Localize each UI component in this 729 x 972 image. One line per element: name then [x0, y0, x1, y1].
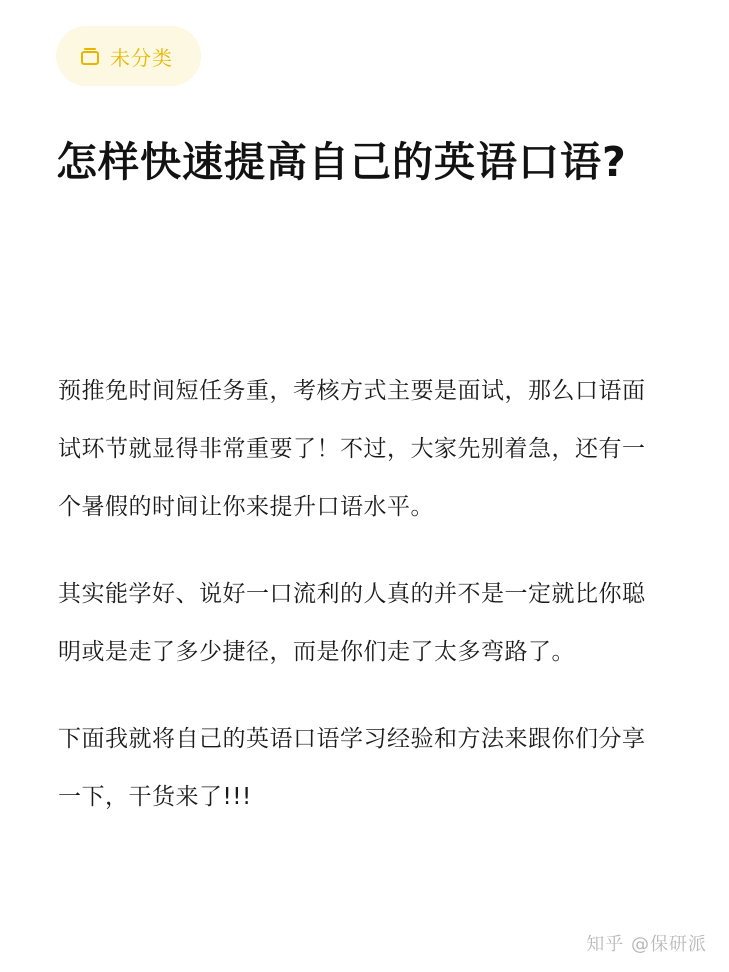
article-title: 怎样快速提高自己的英语口语?	[56, 138, 627, 186]
category-label: 未分类	[110, 45, 173, 70]
paragraph: 预推免时间短任务重，考核方式主要是面试，那么口语面试环节就显得非常重要了！不过，大家先别着急，还有一个暑假的时间让你来提升口语水平。	[58, 378, 646, 520]
article-body	[58, 362, 668, 855]
zhihu-watermark: 知乎 @保研派	[586, 934, 707, 955]
category-tag[interactable]	[56, 26, 201, 86]
folder-icon	[80, 46, 100, 66]
paragraph: 其实能学好、说好一口流利的人真的并不是一定就比你聪明或是走了多少捷径，而是你们走了太多弯路了。	[58, 581, 646, 665]
paragraph: 下面我就将自己的英语口语学习经验和方法来跟你们分享一下，干货来了!!!	[58, 726, 646, 810]
